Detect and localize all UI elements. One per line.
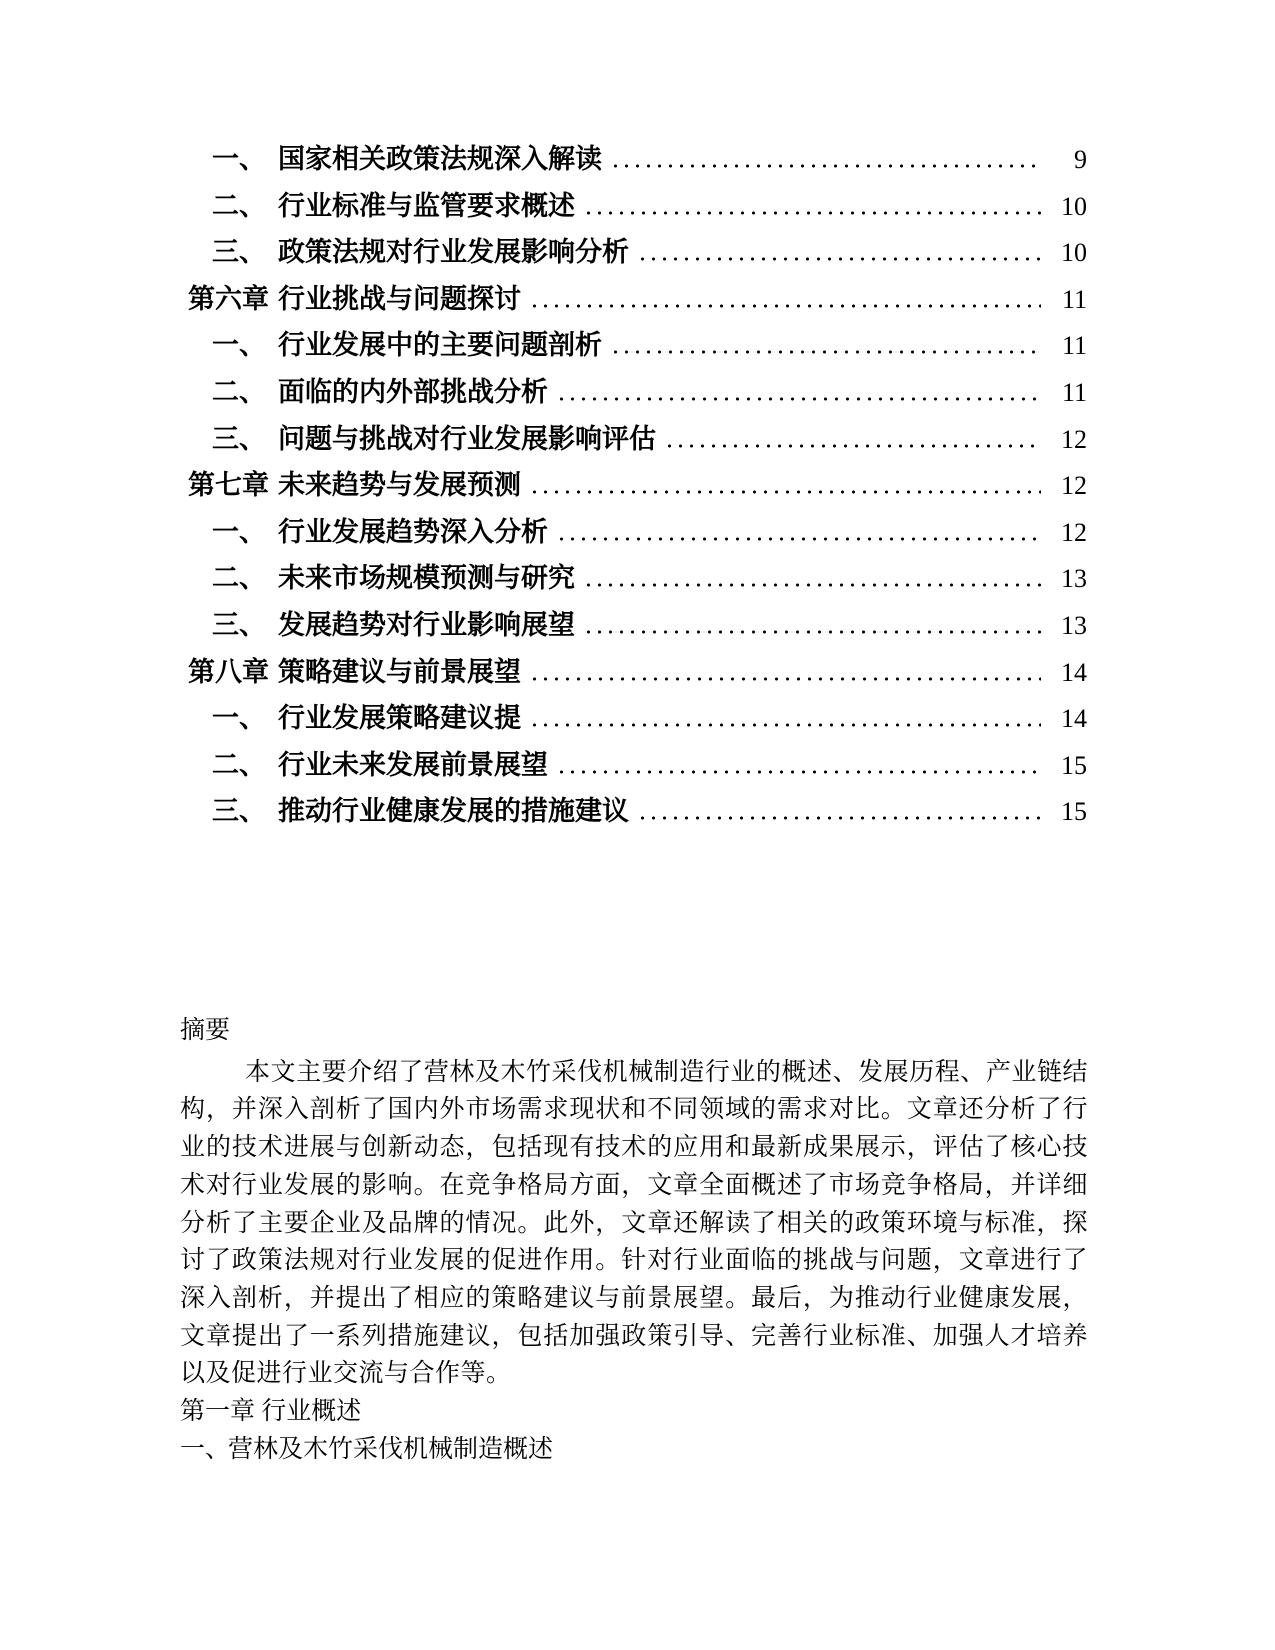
- toc-entry: [188, 323, 1087, 370]
- toc-entry-title: 推动行业健康发展的措施建议: [278, 796, 629, 827]
- toc-dot-leader: [529, 490, 1041, 494]
- toc-entry-number: 第七章: [188, 470, 269, 501]
- section-number: 一、: [180, 1435, 231, 1463]
- toc-entry-title: 发展趋势对行业影响展望: [278, 609, 575, 640]
- toc-dot-leader: [610, 350, 1041, 354]
- toc-page-number: 13: [1061, 564, 1087, 594]
- toc-dot-leader: [664, 444, 1041, 448]
- toc-chapter-entry: [188, 277, 1087, 324]
- toc-entry: [188, 184, 1087, 231]
- toc-entry: [188, 789, 1087, 836]
- toc-dot-leader: [637, 257, 1041, 261]
- toc-page-number: 10: [1061, 238, 1087, 268]
- toc-entry-number: 三、: [212, 237, 266, 268]
- toc-entry-title: 行业发展中的主要问题剖析: [278, 330, 602, 361]
- toc-entry: [188, 230, 1087, 277]
- toc-page-number: 13: [1061, 610, 1087, 640]
- toc-entry: [188, 556, 1087, 603]
- toc-entry-number: 三、: [212, 796, 266, 827]
- toc-page-number: 15: [1061, 750, 1087, 780]
- toc-entry-title: 问题与挑战对行业发展影响评估: [278, 423, 656, 454]
- toc-entry-number: 一、: [212, 703, 266, 734]
- abstract-paragraph: 本文主要介绍了营林及木竹采伐机械制造行业的概述、发展历程、产业链结构，并深入剖析了国内外市场需求现状和不同领域的需求对比。文章还分析了行业的技术进展与创新动态，包括现有技术的应用和最新成果展示，评估了核心技术对行业发展的影响。在竞争格局方面，文章全面概述了市场竞争格局，并详细分析了主要企业及品牌的情况。此外，文章还解读了相关的政策环境与标准，探讨了政策法规对行业发展的促进作用。针对行业面临的挑战与问题，文章进行了深入剖析，并提出了相应的策略建议与前景展望。最后，为推动行业健康发展，文章提出了一系列措施建议，包括加强政策引导、完善行业标准、加强人才培养以及促进行业交流与合作等。: [180, 1058, 1088, 1388]
- toc-page-number: 11: [1061, 377, 1087, 407]
- toc-entry-title: 行业标准与监管要求概述: [278, 190, 575, 221]
- abstract-heading: 摘要: [180, 1017, 231, 1044]
- toc-entry-number: 三、: [212, 609, 266, 640]
- toc-entry: [188, 417, 1087, 464]
- toc-entry-number: 第六章: [188, 283, 269, 314]
- toc-entry: [188, 696, 1087, 743]
- toc-entry-number: 二、: [212, 563, 266, 594]
- toc-dot-leader: [583, 630, 1041, 634]
- toc-page-number: 12: [1061, 471, 1087, 501]
- toc-page-number: 14: [1061, 657, 1087, 687]
- section-one-line: [180, 1431, 1088, 1469]
- toc-entry-title: 国家相关政策法规深入解读: [278, 144, 602, 174]
- toc-entry-title: 面临的内外部挑战分析: [278, 376, 548, 407]
- toc-entry-number: 一、: [212, 516, 266, 547]
- toc-entry: [188, 603, 1087, 650]
- toc-entry: [188, 743, 1087, 790]
- toc-chapter-entry: [188, 650, 1087, 697]
- toc-dot-leader: [529, 677, 1041, 681]
- toc-page-number: 11: [1061, 284, 1087, 314]
- toc-entry: [188, 370, 1087, 417]
- toc-dot-leader: [637, 816, 1041, 820]
- toc-dot-leader: [529, 304, 1041, 308]
- toc-page-number: 15: [1061, 797, 1087, 827]
- toc-entry-title: 未来趋势与发展预测: [278, 470, 521, 501]
- toc-page-number: 9: [1074, 145, 1087, 174]
- toc-page-number: 11: [1061, 331, 1087, 361]
- toc-entry-title: 行业发展趋势深入分析: [278, 516, 548, 547]
- toc-entry-number: 二、: [212, 190, 266, 221]
- toc-entry: [188, 510, 1087, 557]
- toc-entry-title: 行业未来发展前景展望: [278, 749, 548, 780]
- toc-dot-leader: [583, 211, 1041, 215]
- toc-entry-title: 策略建议与前景展望: [278, 656, 521, 687]
- chapter-one-heading: 第一章 行业概述: [180, 1398, 362, 1426]
- toc-dot-leader: [583, 583, 1041, 587]
- toc-page-number: 14: [1061, 704, 1087, 734]
- toc-entry-number: 三、: [212, 423, 266, 454]
- section-title: 营林及木竹采伐机械制造概述: [228, 1435, 554, 1463]
- table-of-contents: [188, 137, 1087, 836]
- toc-chapter-entry: [188, 463, 1087, 510]
- toc-page-number: 10: [1061, 191, 1087, 221]
- toc-page-number: 12: [1061, 517, 1087, 547]
- toc-entry-number: 二、: [212, 749, 266, 780]
- toc-entry: [188, 137, 1087, 184]
- toc-entry-number: 一、: [212, 330, 266, 361]
- toc-entry-number: 二、: [212, 376, 266, 407]
- toc-entry-title: 行业挑战与问题探讨: [278, 283, 521, 314]
- toc-dot-leader: [556, 770, 1041, 774]
- toc-entry-title: 政策法规对行业发展影响分析: [278, 237, 629, 268]
- toc-entry-number: 一、: [212, 144, 266, 174]
- toc-dot-leader: [529, 723, 1041, 727]
- toc-entry-title: 行业发展策略建议提: [278, 703, 521, 734]
- toc-page-number: 12: [1061, 424, 1087, 454]
- abstract-section: [180, 1012, 1088, 1468]
- toc-dot-leader: [610, 164, 1041, 168]
- toc-entry-title: 未来市场规模预测与研究: [278, 563, 575, 594]
- toc-dot-leader: [556, 397, 1041, 401]
- toc-entry-number: 第八章: [188, 656, 269, 687]
- toc-dot-leader: [556, 537, 1041, 541]
